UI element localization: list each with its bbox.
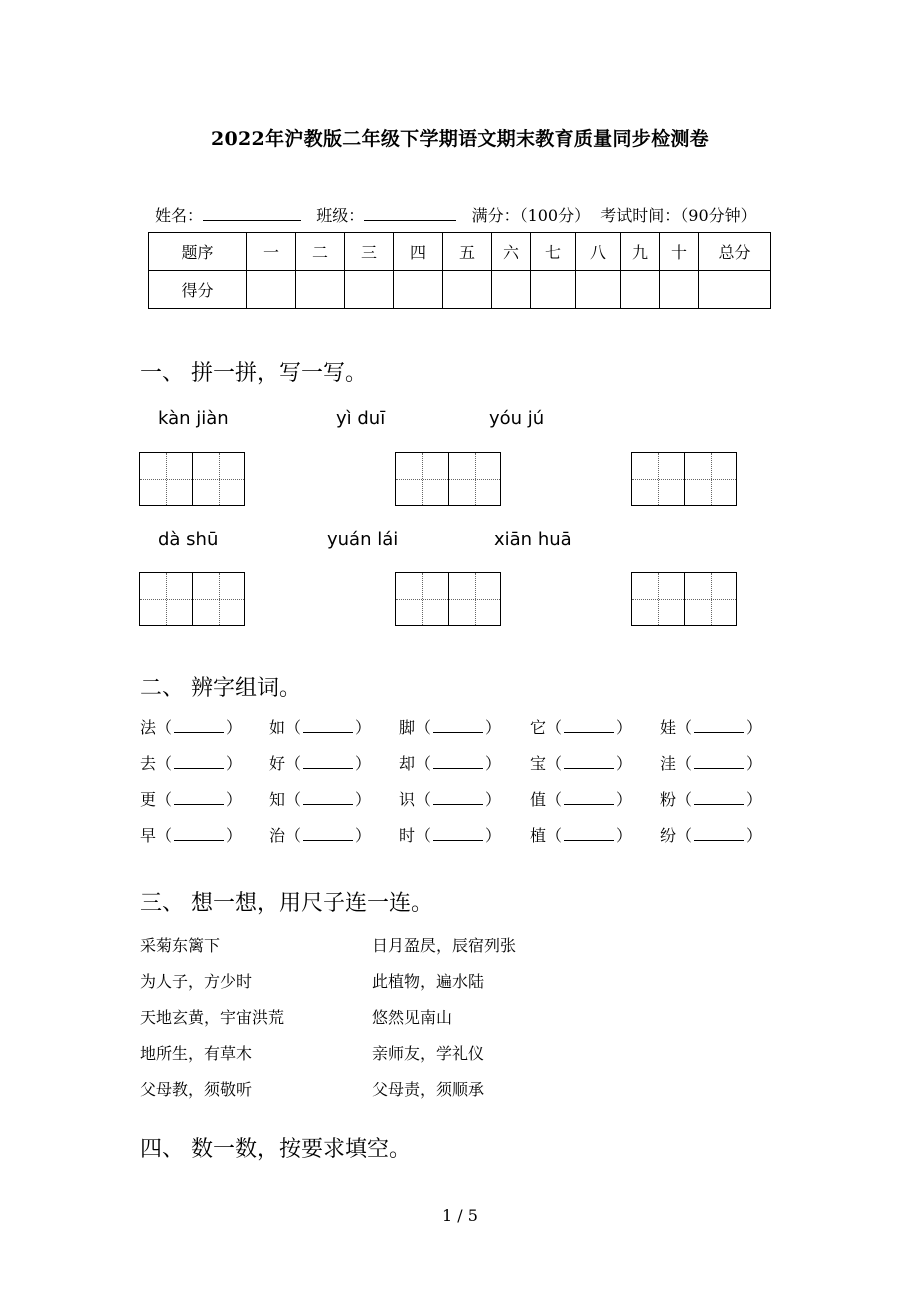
word-group-char: 宝 [530,754,547,773]
answer-blank[interactable] [694,826,744,841]
writing-grid[interactable] [395,572,501,626]
word-group-char: 娃 [660,718,677,737]
word-group-char: 去 [140,754,157,773]
answer-blank[interactable] [303,790,353,805]
word-group-char: 纷 [660,826,677,845]
open-paren: （ [285,754,302,773]
match-left-item[interactable]: 父母教，须敬听 [140,1080,253,1099]
answer-blank[interactable] [564,790,614,805]
word-group-item [399,715,501,738]
open-paren: （ [676,754,693,773]
word-group-item [269,715,371,738]
open-paren: （ [676,790,693,809]
name-label: 姓名： [155,206,204,225]
word-group-item [660,751,762,774]
match-right-item[interactable]: 悠然见南山 [372,1008,453,1027]
pinyin-label: yuán lái [327,529,399,550]
open-paren: （ [415,754,432,773]
open-paren: （ [415,718,432,737]
word-group-item [530,715,632,738]
close-paren: ） [226,790,243,809]
open-paren: （ [676,826,693,845]
name-blank[interactable] [203,206,301,221]
match-right-item[interactable]: 日月盈昃，辰宿列张 [372,936,517,955]
close-paren: ） [485,754,502,773]
score-header-cell: 七 [531,233,576,271]
word-group-char: 识 [399,790,416,809]
score-table-score-row [149,271,771,309]
word-group-char: 粉 [660,790,677,809]
answer-blank[interactable] [174,718,224,733]
answer-blank[interactable] [303,718,353,733]
score-cell[interactable] [660,271,699,309]
close-paren: ） [746,718,763,737]
pinyin-label: xiān huā [494,529,572,550]
word-group-char: 法 [140,718,157,737]
word-group-item [140,751,242,774]
section-2-heading: 二、 辨字组词。 [140,676,301,701]
close-paren: ） [616,826,633,845]
score-header-cell: 一 [247,233,296,271]
match-left-item[interactable]: 采菊东篱下 [140,936,221,955]
open-paren: （ [546,754,563,773]
word-group-item [269,823,371,846]
close-paren: ） [355,826,372,845]
score-cell[interactable] [699,271,771,309]
writing-grid[interactable] [139,452,245,506]
answer-blank[interactable] [694,790,744,805]
word-group-item [399,823,501,846]
score-header-cell: 六 [492,233,531,271]
exam-time-label: 考试时间：（90分钟） [600,206,757,225]
word-group-item [660,787,762,810]
close-paren: ） [355,790,372,809]
pinyin-label: kàn jiàn [158,408,229,429]
score-cell[interactable] [443,271,492,309]
score-header-cell: 五 [443,233,492,271]
close-paren: ） [226,718,243,737]
word-group-item [399,787,501,810]
pinyin-label: yì duī [336,408,386,429]
student-info-line [155,203,757,226]
score-cell[interactable] [247,271,296,309]
answer-blank[interactable] [694,718,744,733]
score-cell[interactable] [492,271,531,309]
match-left-item[interactable]: 天地玄黄，宇宙洪荒 [140,1008,285,1027]
writing-grid[interactable] [631,452,737,506]
word-group-char: 知 [269,790,286,809]
word-group-char: 值 [530,790,547,809]
word-group-item [530,823,632,846]
answer-blank[interactable] [433,790,483,805]
word-group-char: 时 [399,826,416,845]
pinyin-label: yóu jú [489,408,545,429]
score-cell[interactable] [296,271,345,309]
score-header-cell: 九 [621,233,660,271]
word-group-char: 洼 [660,754,677,773]
open-paren: （ [546,718,563,737]
word-group-item [399,751,501,774]
score-header-cell: 总分 [699,233,771,271]
word-group-item [269,751,371,774]
score-header-cell: 四 [394,233,443,271]
answer-blank[interactable] [564,826,614,841]
open-paren: （ [415,790,432,809]
section-1-heading: 一、 拼一拼，写一写。 [140,361,367,386]
answer-blank[interactable] [174,826,224,841]
word-group-char: 却 [399,754,416,773]
word-group-item [660,823,762,846]
close-paren: ） [485,718,502,737]
open-paren: （ [546,826,563,845]
match-right-item[interactable]: 父母责，须顺承 [372,1080,485,1099]
close-paren: ） [355,718,372,737]
open-paren: （ [285,826,302,845]
close-paren: ） [616,718,633,737]
word-group-char: 治 [269,826,286,845]
word-group-char: 好 [269,754,286,773]
pinyin-label: dà shū [158,529,219,550]
score-header-cell: 二 [296,233,345,271]
open-paren: （ [156,826,173,845]
answer-blank[interactable] [174,754,224,769]
close-paren: ） [746,754,763,773]
open-paren: （ [285,790,302,809]
word-group-char: 早 [140,826,157,845]
section-4-heading: 四、 数一数，按要求填空。 [140,1137,411,1162]
answer-blank[interactable] [433,754,483,769]
writing-grid[interactable] [395,452,501,506]
close-paren: ） [485,790,502,809]
match-left-item[interactable]: 地所生，有草木 [140,1044,253,1063]
word-group-char: 脚 [399,718,416,737]
full-score-label: 满分：（100分） [471,206,591,225]
open-paren: （ [676,718,693,737]
match-right-item[interactable]: 亲师友，学礼仪 [372,1044,485,1063]
open-paren: （ [415,826,432,845]
score-cell[interactable] [621,271,660,309]
class-label: 班级： [316,206,365,225]
word-group-char: 更 [140,790,157,809]
close-paren: ） [616,790,633,809]
score-header-cell: 三 [345,233,394,271]
word-group-item [140,787,242,810]
word-group-char: 如 [269,718,286,737]
close-paren: ） [226,754,243,773]
section-3-heading: 三、 想一想，用尺子连一连。 [140,891,433,916]
close-paren: ） [355,754,372,773]
writing-grid[interactable] [631,572,737,626]
match-right-item[interactable]: 此植物，遍水陆 [372,972,485,991]
score-header-cell: 题序 [149,233,247,271]
word-group-item [660,715,762,738]
close-paren: ） [226,826,243,845]
answer-blank[interactable] [174,790,224,805]
close-paren: ） [616,754,633,773]
close-paren: ） [485,826,502,845]
word-group-item [269,787,371,810]
score-table [148,232,771,309]
open-paren: （ [546,790,563,809]
score-table-header-row [149,233,771,271]
open-paren: （ [156,754,173,773]
writing-grid[interactable] [139,572,245,626]
answer-blank[interactable] [433,718,483,733]
score-cell[interactable] [345,271,394,309]
page-title: 2022年沪教版二年级下学期语文期末教育质量同步检测卷 [211,128,709,150]
word-group-item [530,751,632,774]
word-group-item [530,787,632,810]
page-number: 1 / 5 [442,1206,478,1225]
open-paren: （ [156,718,173,737]
answer-blank[interactable] [433,826,483,841]
word-group-char: 植 [530,826,547,845]
open-paren: （ [156,790,173,809]
word-group-item [140,823,242,846]
class-blank[interactable] [364,206,456,221]
score-header-cell: 十 [660,233,699,271]
word-group-char: 它 [530,718,547,737]
open-paren: （ [285,718,302,737]
score-header-cell: 八 [576,233,621,271]
score-cell[interactable] [531,271,576,309]
answer-blank[interactable] [303,826,353,841]
score-cell[interactable] [576,271,621,309]
word-group-item [140,715,242,738]
match-left-item[interactable]: 为人子，方少时 [140,972,253,991]
close-paren: ） [746,826,763,845]
answer-blank[interactable] [303,754,353,769]
score-cell[interactable] [394,271,443,309]
close-paren: ） [746,790,763,809]
score-row-label: 得分 [149,271,247,309]
answer-blank[interactable] [694,754,744,769]
answer-blank[interactable] [564,754,614,769]
answer-blank[interactable] [564,718,614,733]
